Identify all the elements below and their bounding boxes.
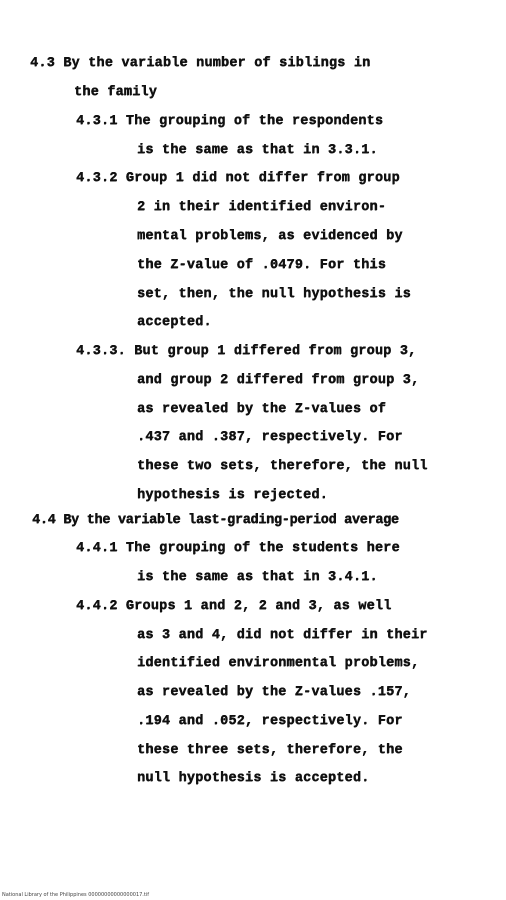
item-4-3-2-line-4: the Z-value of .0479. For this — [137, 258, 387, 273]
item-4-4-2-line-5: .194 and .052, respectively. For — [137, 714, 403, 729]
item-4-4-2-line-3: identified environmental problems, — [137, 656, 420, 671]
scan-footer: National Library of the Philippines 00000000000000017.tif — [2, 892, 150, 898]
item-4-3-3-line-1: 4.3.3. But group 1 differed from group 3, — [76, 344, 417, 359]
item-4-3-2-line-6: accepted. — [137, 315, 212, 330]
item-4-3-3-line-2: and group 2 differed from group 3, — [137, 373, 420, 388]
item-4-4-2-line-6: these three sets, therefore, the — [137, 743, 403, 758]
item-4-3-3-line-4: .437 and .387, respectively. For — [137, 430, 403, 445]
item-4-3-3-line-6: hypothesis is rejected. — [137, 488, 328, 503]
item-4-3-2-line-2: 2 in their identified environ- — [137, 200, 387, 215]
section-4-3-heading-cont: the family — [74, 85, 158, 100]
item-4-3-1-line-1: 4.3.1 The grouping of the respondents — [76, 114, 384, 129]
item-4-4-2-line-2: as 3 and 4, did not differ in their — [137, 628, 428, 643]
item-4-4-2-line-1: 4.4.2 Groups 1 and 2, 2 and 3, as well — [76, 599, 392, 614]
section-4-3-heading: 4.3 By the variable number of siblings in — [30, 56, 371, 71]
item-4-3-3-line-5: these two sets, therefore, the null — [137, 459, 428, 474]
section-4-4-heading: 4.4 By the variable last-grading-period average — [32, 513, 399, 528]
item-4-4-1-line-1: 4.4.1 The grouping of the students here — [76, 541, 400, 556]
item-4-3-2-line-5: set, then, the null hypothesis is — [137, 287, 411, 302]
item-4-4-1-line-2: is the same as that in 3.4.1. — [137, 570, 378, 585]
item-4-3-1-line-2: is the same as that in 3.3.1. — [137, 143, 378, 158]
item-4-3-2-line-3: mental problems, as evidenced by — [137, 229, 403, 244]
item-4-3-2-line-1: 4.3.2 Group 1 did not differ from group — [76, 171, 400, 186]
item-4-4-2-line-7: null hypothesis is accepted. — [137, 771, 370, 786]
item-4-4-2-line-4: as revealed by the Z-values .157, — [137, 685, 411, 700]
item-4-3-3-line-3: as revealed by the Z-values of — [137, 402, 387, 417]
